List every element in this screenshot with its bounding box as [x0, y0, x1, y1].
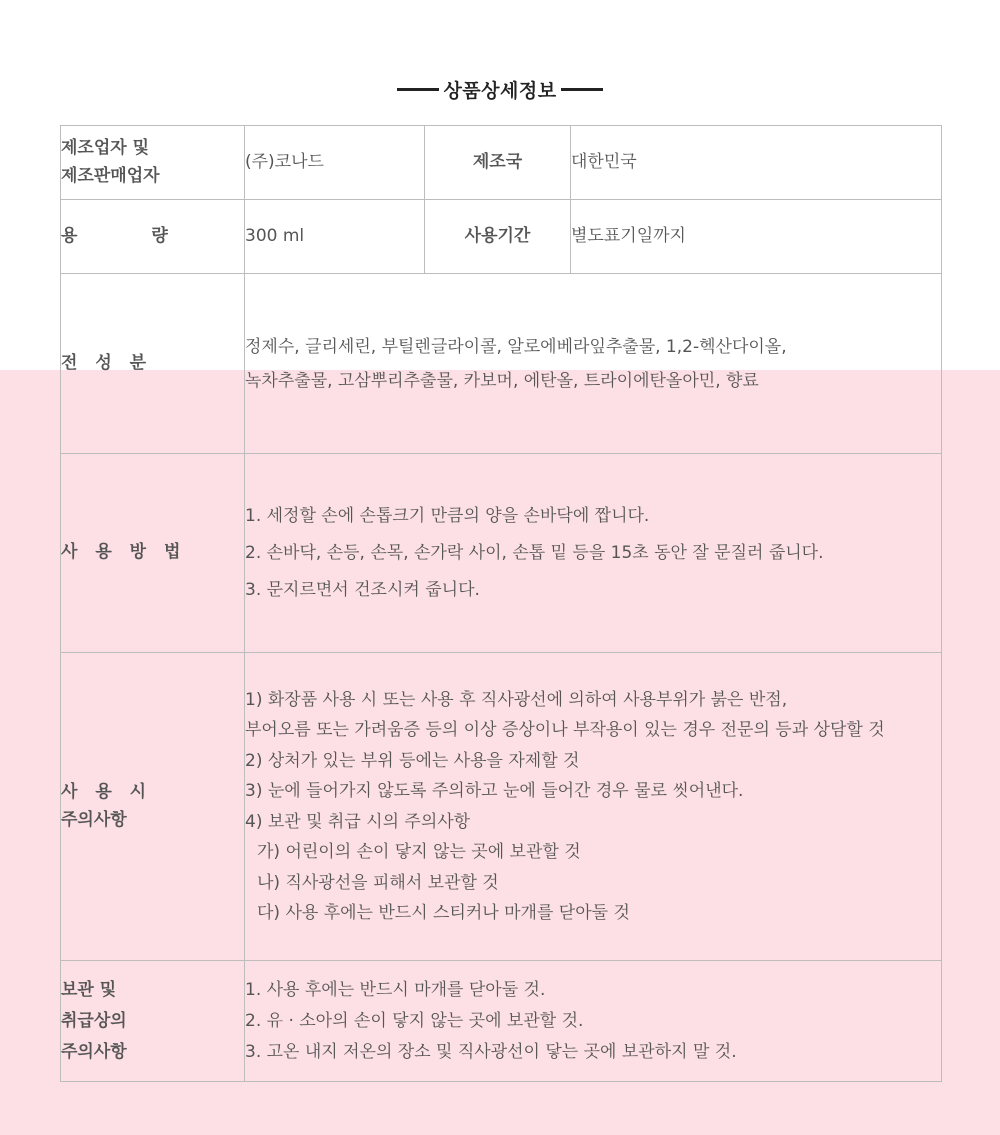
table-row-volume	[61, 200, 942, 274]
storage-label-line1: 보관 및	[61, 979, 117, 1000]
caution-line: 부어오름 또는 가려움증 등의 이상 증상이나 부작용이 있는 경우 전문의 등과 상담할 것	[245, 720, 885, 740]
table-row-manufacturer	[61, 126, 942, 200]
storage-label-cell	[61, 961, 245, 1082]
usage-line: 2. 손바닥, 손등, 손목, 손가락 사이, 손톱 밑 등을 15초 동안 잘 문질러 줍니다.	[245, 542, 824, 563]
volume-label-cell	[61, 200, 245, 274]
ingredients-line: 정제수, 글리세린, 부틸렌글라이콜, 알로에베라잎추출물, 1,2-헥산다이올,	[245, 336, 787, 357]
caution-line: 2) 상처가 있는 부위 등에는 사용을 자제할 것	[245, 750, 580, 771]
country-value: 대한민국	[571, 126, 942, 200]
caution-label-line2: 주의사항	[61, 809, 127, 830]
page-header	[0, 74, 1000, 104]
expiry-value: 별도표기일까지	[571, 200, 942, 274]
usage-label: 사 용 방 법	[61, 542, 187, 563]
caution-line: 4) 보관 및 취급 시의 주의사항	[245, 811, 471, 832]
ingredients-line: 녹차추출물, 고삼뿌리추출물, 카보머, 에탄올, 트라이에탄올아민, 향료	[245, 370, 759, 391]
volume-value: 300 ml	[245, 200, 425, 274]
table-row-storage	[61, 961, 942, 1082]
storage-line: 3. 고온 내지 저온의 장소 및 직사광선이 닿는 곳에 보관하지 말 것.	[245, 1041, 737, 1062]
manufacturer-label-line1: 제조업자 및	[61, 138, 150, 159]
caution-value	[245, 653, 942, 961]
usage-label-cell	[61, 454, 245, 653]
ingredients-label: 전 성 분	[61, 352, 153, 373]
caution-label-cell	[61, 653, 245, 961]
storage-line: 1. 사용 후에는 반드시 마개를 닫아둘 것.	[245, 979, 546, 1000]
expiry-label: 사용기간	[425, 200, 571, 274]
page-title: 상품상세정보	[443, 79, 557, 102]
table-row-caution	[61, 653, 942, 961]
title-right-rule	[561, 88, 603, 91]
volume-label: 용 량	[61, 225, 202, 246]
manufacturer-label-cell	[61, 126, 245, 200]
caution-subline: 다) 사용 후에는 반드시 스티커나 마개를 닫아둘 것	[257, 903, 630, 923]
title-left-rule	[397, 88, 439, 91]
storage-label-line2: 취급상의	[61, 1010, 127, 1031]
caution-line: 1) 화장품 사용 시 또는 사용 후 직사광선에 의하여 사용부위가 붉은 반점,	[245, 689, 788, 710]
country-label: 제조국	[425, 126, 571, 200]
caution-label-line1: 사 용 시	[61, 782, 153, 803]
caution-line: 3) 눈에 들어가지 않도록 주의하고 눈에 들어간 경우 물로 씻어낸다.	[245, 781, 744, 801]
table-row-usage	[61, 454, 942, 653]
storage-value	[245, 961, 942, 1082]
usage-line: 3. 문지르면서 건조시켜 줍니다.	[245, 579, 480, 600]
manufacturer-value: (주)코나드	[245, 126, 425, 200]
product-spec-table	[60, 125, 942, 1082]
table-row-ingredients	[61, 274, 942, 454]
usage-value	[245, 454, 942, 653]
storage-line: 2. 유 · 소아의 손이 닿지 않는 곳에 보관할 것.	[245, 1010, 584, 1031]
caution-subline: 나) 직사광선을 피해서 보관할 것	[257, 872, 499, 893]
ingredients-value	[245, 274, 942, 454]
manufacturer-label-line2: 제조판매업자	[61, 165, 160, 186]
caution-subline: 가) 어린이의 손이 닿지 않는 곳에 보관할 것	[257, 842, 581, 862]
usage-line: 1. 세정할 손에 손톱크기 만큼의 양을 손바닥에 짭니다.	[245, 505, 650, 526]
ingredients-label-cell	[61, 274, 245, 454]
storage-label-line3: 주의사항	[61, 1041, 127, 1062]
